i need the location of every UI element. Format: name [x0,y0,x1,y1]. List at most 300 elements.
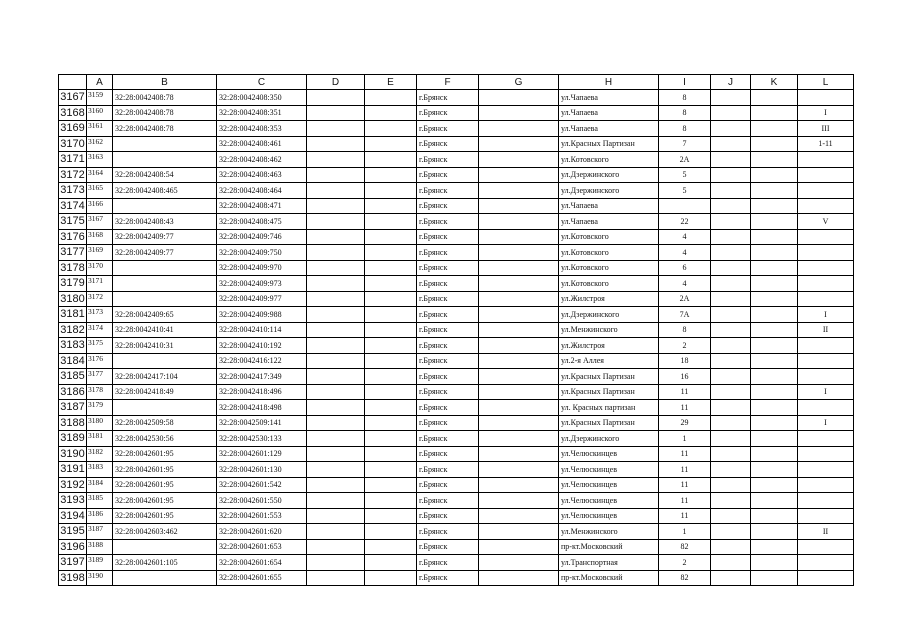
cell-j[interactable] [711,431,751,447]
cell-a[interactable]: 3171 [87,276,113,292]
cell-a[interactable]: 3183 [87,462,113,478]
cell-b[interactable] [113,198,217,214]
cell-f[interactable]: г.Брянск [417,570,479,586]
cell-h[interactable]: ул.Дзержинского [559,431,659,447]
cell-i[interactable]: 82 [659,539,711,555]
cell-a[interactable]: 3178 [87,384,113,400]
cell-l[interactable] [798,198,854,214]
cell-i[interactable]: 5 [659,183,711,199]
cell-b[interactable]: 32:28:0042601:95 [113,462,217,478]
cell-k[interactable] [751,260,798,276]
cell-b[interactable] [113,276,217,292]
cell-d[interactable] [307,446,365,462]
cell-c[interactable]: 32:28:0042409:746 [217,229,307,245]
cell-k[interactable] [751,214,798,230]
cell-i[interactable]: 11 [659,493,711,509]
cell-g[interactable] [479,276,559,292]
cell-i[interactable]: 8 [659,105,711,121]
cell-b[interactable]: 32:28:0042601:105 [113,555,217,571]
cell-k[interactable] [751,384,798,400]
cell-l[interactable]: II [798,524,854,540]
row-number[interactable]: 3184 [60,354,85,367]
cell-e[interactable] [365,214,417,230]
cell-e[interactable] [365,539,417,555]
cell-i[interactable]: 7 [659,136,711,152]
cell-g[interactable] [479,183,559,199]
column-header-h[interactable]: H [559,75,659,90]
cell-f[interactable]: г.Брянск [417,555,479,571]
row-number[interactable]: 3167 [60,91,85,104]
cell-i[interactable]: 4 [659,229,711,245]
cell-f[interactable]: г.Брянск [417,338,479,354]
cell-b[interactable]: 32:28:0042530:56 [113,431,217,447]
cell-e[interactable] [365,384,417,400]
cell-c[interactable]: 32:28:0042408:350 [217,90,307,106]
cell-d[interactable] [307,183,365,199]
row-number[interactable]: 3177 [60,246,85,259]
cell-i[interactable]: 7А [659,307,711,323]
cell-k[interactable] [751,462,798,478]
cell-b[interactable]: 32:28:0042601:95 [113,477,217,493]
cell-g[interactable] [479,214,559,230]
cell-k[interactable] [751,167,798,183]
row-number[interactable]: 3195 [60,525,85,538]
column-header-l[interactable]: L [798,75,854,90]
row-number[interactable]: 3179 [60,277,85,290]
cell-c[interactable]: 32:28:0042509:141 [217,415,307,431]
cell-b[interactable] [113,570,217,586]
cell-c[interactable]: 32:28:0042408:463 [217,167,307,183]
cell-g[interactable] [479,229,559,245]
cell-f[interactable]: г.Брянск [417,167,479,183]
cell-h[interactable]: ул.Красных Партизан [559,136,659,152]
cell-b[interactable]: 32:28:0042601:95 [113,446,217,462]
cell-d[interactable] [307,291,365,307]
cell-c[interactable]: 32:28:0042601:129 [217,446,307,462]
cell-i[interactable]: 4 [659,245,711,261]
cell-k[interactable] [751,493,798,509]
cell-f[interactable]: г.Брянск [417,508,479,524]
column-header-d[interactable]: D [307,75,365,90]
cell-b[interactable] [113,539,217,555]
cell-h[interactable]: ул.Котовского [559,276,659,292]
row-number[interactable]: 3176 [60,230,85,243]
cell-d[interactable] [307,524,365,540]
cell-l[interactable]: I [798,415,854,431]
cell-e[interactable] [365,493,417,509]
cell-a[interactable]: 3175 [87,338,113,354]
cell-c[interactable]: 32:28:0042408:475 [217,214,307,230]
row-number[interactable]: 3197 [60,556,85,569]
cell-c[interactable]: 32:28:0042408:351 [217,105,307,121]
cell-a[interactable]: 3162 [87,136,113,152]
cell-e[interactable] [365,245,417,261]
cell-e[interactable] [365,167,417,183]
cell-f[interactable]: г.Брянск [417,229,479,245]
cell-j[interactable] [711,524,751,540]
cell-e[interactable] [365,570,417,586]
cell-h[interactable]: ул.Челюскинцев [559,462,659,478]
cell-c[interactable]: 32:28:0042408:464 [217,183,307,199]
cell-b[interactable]: 32:28:0042408:78 [113,90,217,106]
cell-a[interactable]: 3187 [87,524,113,540]
cell-f[interactable]: г.Брянск [417,400,479,416]
cell-a[interactable]: 3159 [87,90,113,106]
cell-g[interactable] [479,167,559,183]
cell-g[interactable] [479,136,559,152]
cell-j[interactable] [711,90,751,106]
cell-h[interactable]: ул.Челюскинцев [559,477,659,493]
column-header-c[interactable]: C [217,75,307,90]
cell-h[interactable]: ул.Челюскинцев [559,446,659,462]
cell-h[interactable]: ул.Красных Партизан [559,384,659,400]
cell-a[interactable]: 3182 [87,446,113,462]
cell-j[interactable] [711,214,751,230]
cell-i[interactable]: 8 [659,322,711,338]
cell-l[interactable] [798,152,854,168]
cell-c[interactable]: 32:28:0042408:353 [217,121,307,137]
cell-c[interactable]: 32:28:0042530:133 [217,431,307,447]
cell-j[interactable] [711,121,751,137]
row-number[interactable]: 3189 [60,432,85,445]
row-number[interactable]: 3185 [60,370,85,383]
cell-k[interactable] [751,524,798,540]
cell-g[interactable] [479,245,559,261]
cell-e[interactable] [365,462,417,478]
cell-h[interactable]: ул.Дзержинского [559,307,659,323]
cell-d[interactable] [307,105,365,121]
cell-a[interactable]: 3176 [87,353,113,369]
cell-k[interactable] [751,136,798,152]
row-number[interactable]: 3198 [60,571,85,584]
column-header-e[interactable]: E [365,75,417,90]
column-header-b[interactable]: B [113,75,217,90]
cell-b[interactable]: 32:28:0042409:65 [113,307,217,323]
cell-h[interactable]: пр-кт.Московский [559,570,659,586]
cell-d[interactable] [307,245,365,261]
cell-b[interactable]: 32:28:0042603:462 [113,524,217,540]
cell-i[interactable]: 2А [659,152,711,168]
cell-a[interactable]: 3177 [87,369,113,385]
column-header-k[interactable]: K [751,75,798,90]
cell-j[interactable] [711,539,751,555]
cell-c[interactable]: 32:28:0042601:653 [217,539,307,555]
cell-l[interactable] [798,570,854,586]
cell-l[interactable] [798,260,854,276]
cell-k[interactable] [751,400,798,416]
cell-c[interactable]: 32:28:0042418:496 [217,384,307,400]
cell-a[interactable]: 3190 [87,570,113,586]
cell-g[interactable] [479,307,559,323]
cell-g[interactable] [479,493,559,509]
cell-c[interactable]: 32:28:0042408:462 [217,152,307,168]
cell-d[interactable] [307,322,365,338]
cell-a[interactable]: 3161 [87,121,113,137]
cell-g[interactable] [479,400,559,416]
cell-i[interactable] [659,198,711,214]
cell-f[interactable]: г.Брянск [417,353,479,369]
cell-j[interactable] [711,369,751,385]
cell-d[interactable] [307,338,365,354]
cell-j[interactable] [711,183,751,199]
cell-c[interactable]: 32:28:0042417:349 [217,369,307,385]
cell-e[interactable] [365,229,417,245]
cell-f[interactable]: г.Брянск [417,276,479,292]
cell-b[interactable]: 32:28:0042417:104 [113,369,217,385]
cell-i[interactable]: 11 [659,446,711,462]
cell-i[interactable]: 16 [659,369,711,385]
cell-d[interactable] [307,136,365,152]
cell-f[interactable]: г.Брянск [417,245,479,261]
cell-i[interactable]: 2А [659,291,711,307]
cell-i[interactable]: 2 [659,555,711,571]
row-number[interactable]: 3186 [60,385,85,398]
cell-h[interactable]: ул.2-я Аллея [559,353,659,369]
cell-k[interactable] [751,291,798,307]
cell-e[interactable] [365,322,417,338]
cell-i[interactable]: 6 [659,260,711,276]
cell-g[interactable] [479,198,559,214]
cell-f[interactable]: г.Брянск [417,214,479,230]
cell-h[interactable]: ул.Менжинского [559,524,659,540]
cell-a[interactable]: 3189 [87,555,113,571]
cell-f[interactable]: г.Брянск [417,183,479,199]
cell-j[interactable] [711,307,751,323]
cell-g[interactable] [479,539,559,555]
cell-l[interactable] [798,400,854,416]
cell-i[interactable]: 11 [659,508,711,524]
column-header-i[interactable]: I [659,75,711,90]
cell-e[interactable] [365,338,417,354]
row-number[interactable]: 3188 [60,416,85,429]
cell-a[interactable]: 3180 [87,415,113,431]
cell-j[interactable] [711,384,751,400]
cell-l[interactable] [798,493,854,509]
cell-l[interactable] [798,477,854,493]
cell-j[interactable] [711,462,751,478]
cell-l[interactable] [798,245,854,261]
cell-d[interactable] [307,493,365,509]
column-header-a[interactable]: A [87,75,113,90]
cell-f[interactable]: г.Брянск [417,322,479,338]
cell-a[interactable]: 3164 [87,167,113,183]
cell-h[interactable]: ул.Челюскинцев [559,508,659,524]
cell-f[interactable]: г.Брянск [417,152,479,168]
cell-h[interactable]: ул.Котовского [559,229,659,245]
cell-f[interactable]: г.Брянск [417,260,479,276]
cell-l[interactable] [798,462,854,478]
cell-k[interactable] [751,245,798,261]
cell-a[interactable]: 3184 [87,477,113,493]
cell-f[interactable]: г.Брянск [417,90,479,106]
cell-e[interactable] [365,136,417,152]
cell-f[interactable]: г.Брянск [417,198,479,214]
cell-k[interactable] [751,477,798,493]
row-number[interactable]: 3171 [60,153,85,166]
cell-e[interactable] [365,524,417,540]
cell-g[interactable] [479,508,559,524]
cell-i[interactable]: 22 [659,214,711,230]
cell-h[interactable]: ул.Чапаева [559,198,659,214]
cell-h[interactable]: ул.Жилстроя [559,338,659,354]
cell-b[interactable] [113,400,217,416]
row-number[interactable]: 3178 [60,261,85,274]
cell-f[interactable]: г.Брянск [417,446,479,462]
cell-l[interactable] [798,338,854,354]
cell-c[interactable]: 32:28:0042408:471 [217,198,307,214]
row-number[interactable]: 3170 [60,137,85,150]
cell-j[interactable] [711,338,751,354]
cell-e[interactable] [365,508,417,524]
cell-d[interactable] [307,400,365,416]
cell-a[interactable]: 3166 [87,198,113,214]
cell-d[interactable] [307,276,365,292]
cell-l[interactable] [798,369,854,385]
cell-b[interactable] [113,136,217,152]
cell-l[interactable] [798,353,854,369]
cell-d[interactable] [307,152,365,168]
cell-d[interactable] [307,570,365,586]
cell-d[interactable] [307,539,365,555]
cell-b[interactable] [113,353,217,369]
cell-c[interactable]: 32:28:0042601:654 [217,555,307,571]
cell-b[interactable]: 32:28:0042408:78 [113,105,217,121]
cell-k[interactable] [751,307,798,323]
cell-f[interactable]: г.Брянск [417,431,479,447]
cell-j[interactable] [711,493,751,509]
cell-b[interactable]: 32:28:0042409:77 [113,229,217,245]
cell-g[interactable] [479,152,559,168]
cell-d[interactable] [307,555,365,571]
cell-l[interactable] [798,229,854,245]
cell-e[interactable] [365,369,417,385]
cell-a[interactable]: 3160 [87,105,113,121]
cell-i[interactable]: 1 [659,524,711,540]
row-number[interactable]: 3168 [60,106,85,119]
cell-a[interactable]: 3170 [87,260,113,276]
cell-f[interactable]: г.Брянск [417,105,479,121]
cell-b[interactable]: 32:28:0042601:95 [113,493,217,509]
cell-a[interactable]: 3167 [87,214,113,230]
cell-l[interactable]: I [798,105,854,121]
cell-j[interactable] [711,291,751,307]
row-number[interactable]: 3173 [60,184,85,197]
cell-e[interactable] [365,477,417,493]
column-header-f[interactable]: F [417,75,479,90]
cell-j[interactable] [711,477,751,493]
cell-a[interactable]: 3165 [87,183,113,199]
cell-g[interactable] [479,291,559,307]
cell-i[interactable]: 5 [659,167,711,183]
cell-d[interactable] [307,431,365,447]
cell-i[interactable]: 82 [659,570,711,586]
row-number[interactable]: 3180 [60,292,85,305]
row-number[interactable]: 3194 [60,509,85,522]
cell-g[interactable] [479,338,559,354]
corner-header[interactable] [59,75,87,90]
cell-a[interactable]: 3179 [87,400,113,416]
cell-h[interactable]: ул.Котовского [559,245,659,261]
cell-b[interactable]: 32:28:0042601:95 [113,508,217,524]
column-header-j[interactable]: J [711,75,751,90]
cell-f[interactable]: г.Брянск [417,307,479,323]
cell-l[interactable]: II [798,322,854,338]
cell-i[interactable]: 8 [659,90,711,106]
cell-b[interactable]: 32:28:0042408:78 [113,121,217,137]
cell-k[interactable] [751,322,798,338]
cell-e[interactable] [365,353,417,369]
cell-k[interactable] [751,198,798,214]
cell-k[interactable] [751,229,798,245]
cell-d[interactable] [307,369,365,385]
cell-l[interactable]: 1-11 [798,136,854,152]
cell-e[interactable] [365,276,417,292]
cell-j[interactable] [711,322,751,338]
cell-i[interactable]: 8 [659,121,711,137]
cell-d[interactable] [307,121,365,137]
cell-f[interactable]: г.Брянск [417,493,479,509]
cell-b[interactable]: 32:28:0042408:465 [113,183,217,199]
cell-c[interactable]: 32:28:0042601:620 [217,524,307,540]
row-number[interactable]: 3192 [60,478,85,491]
cell-f[interactable]: г.Брянск [417,121,479,137]
cell-j[interactable] [711,555,751,571]
cell-c[interactable]: 32:28:0042409:988 [217,307,307,323]
cell-l[interactable] [798,539,854,555]
cell-k[interactable] [751,90,798,106]
cell-c[interactable]: 32:28:0042416:122 [217,353,307,369]
cell-d[interactable] [307,198,365,214]
row-number[interactable]: 3183 [60,339,85,352]
cell-j[interactable] [711,508,751,524]
cell-h[interactable]: ул.Красных Партизан [559,369,659,385]
cell-g[interactable] [479,462,559,478]
cell-e[interactable] [365,400,417,416]
cell-h[interactable]: ул.Чапаева [559,121,659,137]
cell-f[interactable]: г.Брянск [417,462,479,478]
row-number[interactable]: 3187 [60,401,85,414]
cell-d[interactable] [307,167,365,183]
cell-k[interactable] [751,570,798,586]
cell-a[interactable]: 3185 [87,493,113,509]
cell-c[interactable]: 32:28:0042601:550 [217,493,307,509]
cell-k[interactable] [751,276,798,292]
cell-b[interactable]: 32:28:0042418:49 [113,384,217,400]
cell-a[interactable]: 3181 [87,431,113,447]
cell-k[interactable] [751,431,798,447]
cell-g[interactable] [479,353,559,369]
cell-l[interactable]: III [798,121,854,137]
cell-h[interactable]: ул.Котовского [559,260,659,276]
cell-f[interactable]: г.Брянск [417,384,479,400]
cell-d[interactable] [307,260,365,276]
row-number[interactable]: 3196 [60,540,85,553]
cell-k[interactable] [751,369,798,385]
cell-a[interactable]: 3186 [87,508,113,524]
cell-k[interactable] [751,415,798,431]
cell-l[interactable] [798,555,854,571]
cell-g[interactable] [479,260,559,276]
cell-h[interactable]: ул.Дзержинского [559,183,659,199]
cell-h[interactable]: ул.Менжинского [559,322,659,338]
cell-c[interactable]: 32:28:0042408:461 [217,136,307,152]
cell-l[interactable] [798,90,854,106]
cell-h[interactable]: ул.Красных Партизан [559,415,659,431]
cell-g[interactable] [479,446,559,462]
row-number[interactable]: 3182 [60,323,85,336]
cell-d[interactable] [307,353,365,369]
cell-e[interactable] [365,198,417,214]
